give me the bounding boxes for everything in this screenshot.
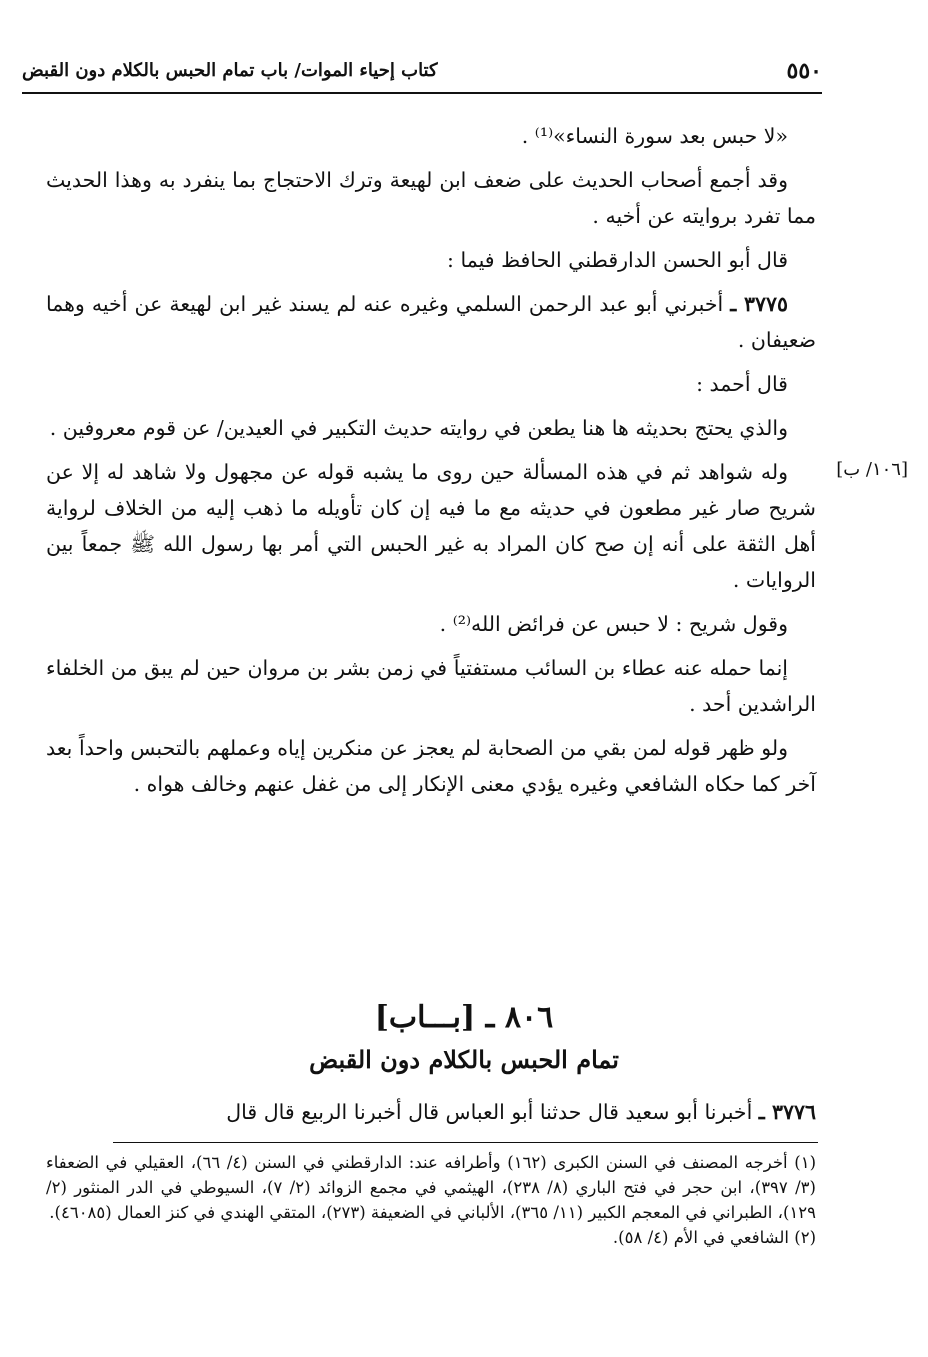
hadith-text: أخبرني أبو عبد الرحمن السلمي وغيره عنه لم يسند غير ابن لهيعة عن أخيه وهما ضعيفان .: [46, 292, 816, 352]
paragraph: ولو ظهر قوله لمن بقي من الصحابة لم يعجز عن منكرين إياه وعملهم بالتحبس واحداً بعد آخر كما حكاه الشافعي وغيره يؤدي معنى الإنكار إلى من غفل عنهم وخالف هواه .: [46, 736, 816, 796]
paragraph: قال أبو الحسن الدارقطني الحافظ فيما :: [447, 248, 788, 272]
hadith-3776: [46, 1094, 816, 1130]
margin-note: [١٠٦/ ب]: [836, 459, 908, 480]
page-header: [22, 52, 822, 94]
paragraph: والذي يحتج بحديثه ها هنا يطعن في روايته حديث التكبير في العيدين/ عن قوم معروفين .: [49, 416, 788, 440]
body-text: [46, 118, 816, 810]
chapter-heading: ٨٠٦ ـ [بـــاب]: [374, 1000, 554, 1035]
paragraph: وقد أجمع أصحاب الحديث على ضعف ابن لهيعة وترك الاحتجاج بما ينفرد به وهذا الحديث مما تفرد بروايته عن أخيه .: [46, 168, 816, 228]
paragraph: وله شواهد ثم في هذه المسألة حين روى ما يشبه قوله عن مجهول ولا شاهد له إلا عن شريح صار غير مطعون في حديثه مع ما فيه إن كان تأويله ما ذهب إليه من الخلاف لرواية أهل الثقة على أنه إن صح كان المراد به غير الحبس التي أمر بها رسول الله ﷺ جمعاً بين الروايات .: [46, 460, 816, 592]
hadith-number: ٣٧٧٦ ـ: [758, 1100, 816, 1124]
running-title: كتاب إحياء الموات/ باب تمام الحبس بالكلام دون القبض: [22, 60, 438, 81]
paragraph: إنما حمله عنه عطاء بن السائب مستفتياً في زمن بشر بن مروان حين لم يبق من الخلفاء الراشدين أحد .: [46, 656, 816, 716]
chapter-subtitle: تمام الحبس بالكلام دون القبض: [309, 1045, 619, 1074]
paragraph-hadith-3775: [46, 286, 816, 358]
paragraph: «لا حبس بعد سورة النساء»⁽¹⁾ .: [521, 124, 788, 148]
page-number: ٥٥٠: [786, 58, 822, 84]
footnote-divider: [113, 1142, 818, 1143]
paragraph: قال أحمد :: [696, 372, 788, 396]
hadith-number: ٣٧٧٥ ـ: [730, 292, 788, 316]
footnotes: [46, 1150, 816, 1250]
footnote-2: (٢) الشافعي في الأم (٤/ ٥٨).: [612, 1228, 816, 1247]
paragraph: وقول شريح : لا حبس عن فرائض الله⁽²⁾ .: [439, 612, 788, 636]
footnote-1: (١) أخرجه المصنف في السنن الكبرى (١٦٢) وأطرافه عند: الدارقطني في السنن (٤/ ٦٦)، العقيلي في الضعفاء (٣/ ٣٩٧)، ابن حجر في فتح الباري (٨/ ٢٣٨)، الهيثمي في مجمع الزوائد (٢/ ٧)، السيوطي في الدر المنثور (٢/ ١٢٩)، الطبراني في المعجم الكبير (١١/ ٣٦٥)، الألباني في الضعيفة (٢٧٣)، المتقي الهندي في كنز العمال (٤٦٠٨٥).: [46, 1153, 817, 1222]
hadith-text: أخبرنا أبو سعيد قال حدثنا أبو العباس قال أخبرنا الربيع قال قال: [226, 1100, 753, 1124]
